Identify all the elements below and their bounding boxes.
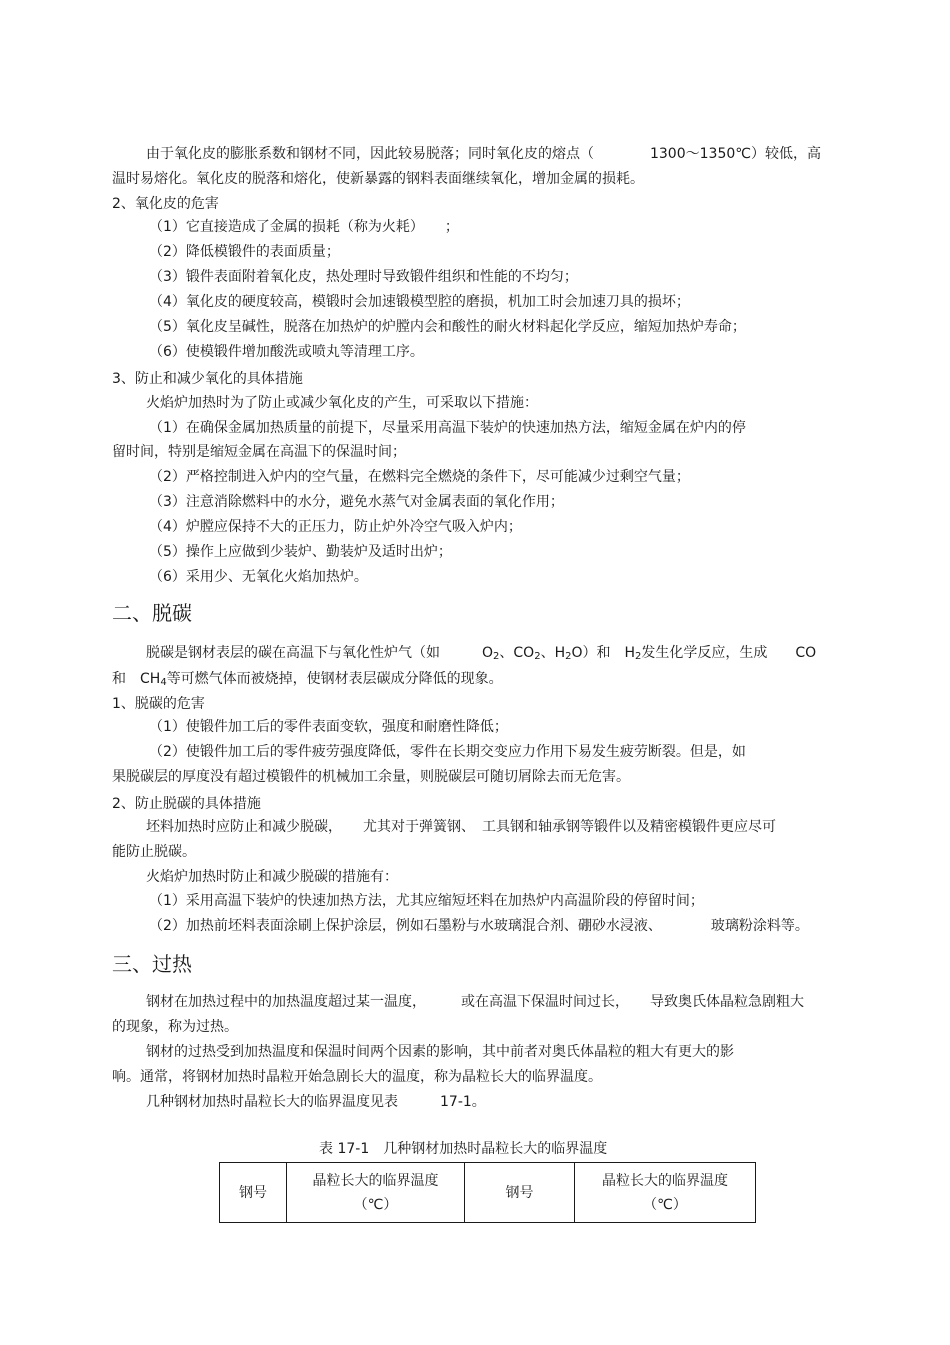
paragraph-scale-melting-cont: 温时易熔化。氧化皮的脱落和熔化，使新暴露的钢料表面继续氧化，增加金属的损耗。 [112,171,644,187]
text-run: 、H [540,645,566,661]
text-run: 、CO [499,645,535,661]
paragraph-overheating-definition: 钢材在加热过程中的加热温度超过某一温度， 或在高温下保温时间过长， 导致奥氏体晶粒急剧粗大 [146,994,804,1010]
header-steel-grade-2: 钢号 [465,1163,575,1223]
header-steel-grade-1: 钢号 [220,1163,287,1223]
table-caption: 表 17-1 几种钢材加热时晶粒长大的临界温度 [319,1141,608,1157]
text-run: O）和 H [571,645,636,661]
subscript: 2 [534,651,541,662]
list-item-measure-6: （6）采用少、无氧化火焰加热炉。 [149,569,368,585]
list-item-decarb-measure-1: （1）采用高温下装炉的快速加热方法，尤其应缩短坯料在加热炉内高温阶段的停留时间； [149,893,704,909]
list-item-measure-1-cont: 留时间，特别是缩短金属在高温下的保温时间； [112,444,406,460]
paragraph-decarb-prevention: 坯料加热时应防止和减少脱碳， 尤其对于弹簧钢、 工具钢和轴承钢等锻件以及精密模锻件更应尽可 [146,819,776,835]
list-item-harm-1: （1）它直接造成了金属的损耗（称为火耗） ； [149,219,459,235]
list-item-decarb-harm-2-cont: 果脱碳层的厚度没有超过模锻件的机械加工余量，则脱碳层可随切屑除去而无危害。 [112,769,630,785]
chapter-title-decarburization: 二、脱碳 [112,601,192,625]
section-heading-decarb-measures: 2、防止脱碳的具体措施 [112,796,261,812]
header-text: 晶粒长大的临界温度 [312,1172,439,1189]
list-item-measure-5: （5）操作上应做到少装炉、勤装炉及适时出炉； [149,544,452,560]
list-item-harm-6: （6）使模锻件增加酸洗或喷丸等清理工序。 [149,344,424,360]
list-item-measure-2: （2）严格控制进入炉内的空气量，在燃料完全燃烧的条件下，尽可能减少过剩空气量； [149,469,690,485]
list-item-harm-4: （4）氧化皮的硬度较高，模锻时会加速锻模型腔的磨损，机加工时会加速刀具的损坏； [149,294,690,310]
list-item-decarb-harm-1: （1）使锻件加工后的零件表面变软，强度和耐磨性降低； [149,719,508,735]
section-heading-scale-harm: 2、氧化皮的危害 [112,196,219,212]
paragraph-overheating-factors: 钢材的过热受到加热温度和保温时间两个因素的影响，其中前者对奥氏体晶粒的粗大有更大的影 [146,1044,734,1060]
text-run: 等可燃气体而被烧掉，使钢材表层碳成分降低的现象。 [166,671,503,687]
section-heading-decarb-harm: 1、脱碳的危害 [112,696,205,712]
critical-temperature-table [219,1162,756,1223]
list-item-measure-1: （1）在确保金属加热质量的前提下，尽量采用高温下装炉的快速加热方法，缩短金属在炉内的停 [149,420,746,436]
list-item-decarb-measure-2: （2）加热前坯料表面涂刷上保护涂层，例如石墨粉与水玻璃混合剂、硼砂水浸液、 玻璃粉涂料等。 [149,918,809,934]
subscript: 2 [493,651,500,662]
list-item-harm-5: （5）氧化皮呈碱性，脱落在加热炉的炉膛内会和酸性的耐火材料起化学反应，缩短加热炉寿命； [149,319,746,335]
paragraph-measures-intro: 火焰炉加热时为了防止或减少氧化皮的产生，可采取以下措施： [146,395,538,411]
header-unit: （℃） [353,1196,398,1213]
header-unit: （℃） [643,1196,687,1213]
list-item-measure-4: （4）炉膛应保持不大的正压力，防止炉外冷空气吸入炉内； [149,519,522,535]
header-critical-temp-1 [287,1163,465,1223]
text-run: 和 CH [112,671,161,687]
paragraph-table-reference: 几种钢材加热时晶粒长大的临界温度见表 17-1。 [146,1094,486,1110]
paragraph-decarb-definition-cont [112,670,503,688]
table-header-row [220,1163,756,1223]
subscript: 2 [565,651,572,662]
list-item-measure-3: （3）注意消除燃料中的水分，避免水蒸气对金属表面的氧化作用； [149,494,564,510]
paragraph-decarb-measures-intro: 火焰炉加热时防止和减少脱碳的措施有： [146,869,398,885]
header-text: 晶粒长大的临界温度 [602,1172,728,1189]
paragraph-decarb-definition [146,644,816,662]
header-critical-temp-2 [575,1163,756,1223]
list-item-harm-3: （3）锻件表面附着氧化皮，热处理时导致锻件组织和性能的不均匀； [149,269,578,285]
list-item-decarb-harm-2: （2）使锻件加工后的零件疲劳强度降低，零件在长期交变应力作用下易发生疲劳断裂。但是，如 [149,744,746,760]
paragraph-scale-melting: 由于氧化皮的膨胀系数和钢材不同，因此较易脱落；同时氧化皮的熔点（ 1300～1350℃）较低，高 [146,146,821,162]
subscript: 2 [635,651,642,662]
paragraph-decarb-prevention-cont: 能防止脱碳。 [112,844,196,860]
text-run: 发生化学反应，生成 CO [641,645,817,661]
paragraph-overheating-factors-cont: 响。通常，将钢材加热时晶粒开始急剧长大的温度，称为晶粒长大的临界温度。 [112,1069,602,1085]
paragraph-overheating-definition-cont: 的现象，称为过热。 [112,1019,238,1035]
list-item-harm-2: （2）降低模锻件的表面质量； [149,244,340,260]
chapter-title-overheating: 三、过热 [112,952,192,976]
section-heading-oxidation-measures: 3、防止和减少氧化的具体措施 [112,371,303,387]
subscript: 4 [160,677,167,688]
text-run: 脱碳是钢材表层的碳在高温下与氧化性炉气（如 O [146,645,494,661]
